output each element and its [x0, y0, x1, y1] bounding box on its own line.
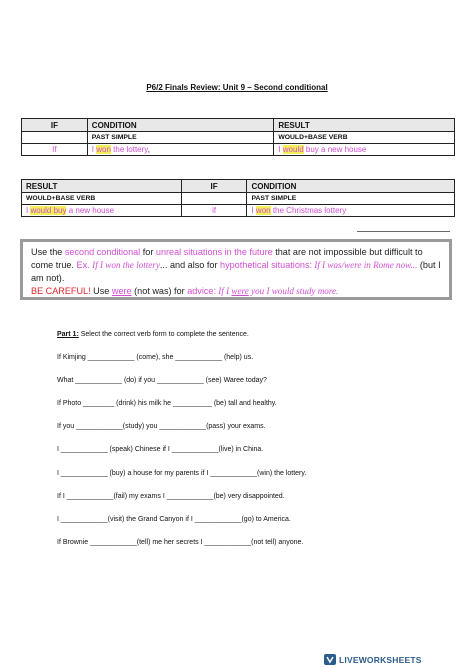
liveworksheets-logo-icon	[324, 654, 336, 665]
header-condition: CONDITION	[247, 180, 455, 193]
highlighted-verb: won	[96, 145, 111, 154]
rule-text: that are not impossible but difficult to come true.	[31, 247, 423, 270]
text-fragment: I	[251, 206, 256, 215]
rule-keyword: hypothetical situations:	[220, 260, 313, 270]
logo-text: LIVEWORKSHEETS	[339, 654, 422, 665]
conditional-table-result-first	[21, 179, 455, 217]
header-result: RESULT	[274, 119, 455, 132]
header-if: IF	[22, 119, 88, 132]
rule-text: (but I am not).	[31, 260, 441, 283]
text-fragment: the lottery	[110, 145, 148, 154]
exercise-item[interactable]: I ____________ (buy) a house for my parents if I ____________(win) the lottery.	[57, 470, 307, 477]
rule-example: you I would study more.	[248, 286, 339, 296]
text-fragment: buy a new house	[303, 145, 367, 154]
sub-would-base-verb: WOULD+BASE VERB	[274, 132, 455, 144]
rule-text: (not was) for	[131, 286, 188, 296]
text-fragment: a new house	[66, 206, 115, 215]
text-fragment: the Christmas lottery	[270, 206, 347, 215]
rule-text: for	[140, 247, 156, 257]
rule-example: If I	[216, 286, 232, 296]
rule-keyword: unreal situations in the future	[155, 247, 273, 257]
exercise-item[interactable]: I ____________ (speak) Chinese if I ____________(live) in China.	[57, 446, 264, 453]
table-example-row	[22, 205, 455, 217]
example-if: if	[181, 205, 247, 217]
exercise-item[interactable]: If I ____________(fail) my exams I ____________(be) very disappointed.	[57, 493, 285, 500]
example-result	[22, 205, 182, 217]
rule-text: ... and also for	[159, 260, 221, 270]
table-subheader-row	[22, 193, 455, 205]
comma: ,	[147, 145, 150, 154]
text-fragment: I	[26, 206, 31, 215]
highlighted-verb: won	[255, 206, 271, 215]
conditional-table-if-first	[21, 118, 455, 156]
rule-example-label: Ex.	[76, 260, 90, 270]
header-if: IF	[181, 180, 247, 193]
sub-if	[181, 193, 247, 205]
page-title: P6/2 Finals Review: Unit 9 – Second conditional	[146, 83, 328, 92]
rule-keyword: were	[111, 286, 132, 296]
example-result	[274, 144, 455, 156]
highlighted-verb: would	[282, 145, 304, 154]
rule-example-keyword: were	[231, 286, 249, 296]
example-condition	[247, 205, 455, 217]
exercise-item[interactable]: What ____________ (do) if you ____________ (see) Waree today?	[57, 377, 267, 384]
rule-example: If I won the lottery	[92, 260, 160, 270]
header-condition: CONDITION	[87, 119, 274, 132]
sub-would-base-verb: WOULD+BASE VERB	[22, 193, 182, 205]
liveworksheets-logo[interactable]	[324, 654, 422, 665]
text-fragment: I	[278, 145, 283, 154]
sub-past-simple: PAST SIMPLE	[247, 193, 455, 205]
exercise-item[interactable]: If Kimjing ____________ (come), she ____________ (help) us.	[57, 354, 254, 361]
table-header-row	[22, 119, 455, 132]
exercise-item[interactable]: If Brownie ____________(tell) me her secrets I ____________(not tell) anyone.	[57, 539, 304, 546]
text-fragment: I	[91, 145, 97, 154]
rule-warning: BE CAREFUL!	[31, 286, 91, 296]
part1-instruction-text: Select the correct verb form to complete the sentence.	[78, 331, 249, 338]
rule-text: Use	[90, 286, 112, 296]
sub-past-simple: PAST SIMPLE	[87, 132, 274, 144]
rule-text: Use the	[31, 247, 65, 257]
divider	[357, 231, 450, 232]
exercise-item[interactable]: If Photo ________ (drink) his milk he __________ (be) tall and healthy.	[57, 400, 277, 407]
example-if: If	[22, 144, 88, 156]
rule-keyword: second conditional	[64, 247, 141, 257]
table-subheader-row	[22, 132, 455, 144]
rule-keyword: advice:	[187, 286, 217, 296]
table-example-row	[22, 144, 455, 156]
table-header-row	[22, 180, 455, 193]
grammar-rule-box	[20, 239, 452, 300]
highlighted-verb: would buy	[30, 206, 67, 215]
rule-example: If I was/were in Rome now...	[312, 260, 418, 270]
example-condition	[87, 144, 274, 156]
part1-instruction	[57, 331, 249, 338]
part1-label: Part 1:	[57, 331, 79, 338]
exercise-item[interactable]: If you ____________(study) you ____________(pass) your exams.	[57, 423, 266, 430]
header-result: RESULT	[22, 180, 182, 193]
sub-if	[22, 132, 88, 144]
exercise-item[interactable]: I ____________(visit) the Grand Canyon if I ____________(go) to America.	[57, 516, 291, 523]
